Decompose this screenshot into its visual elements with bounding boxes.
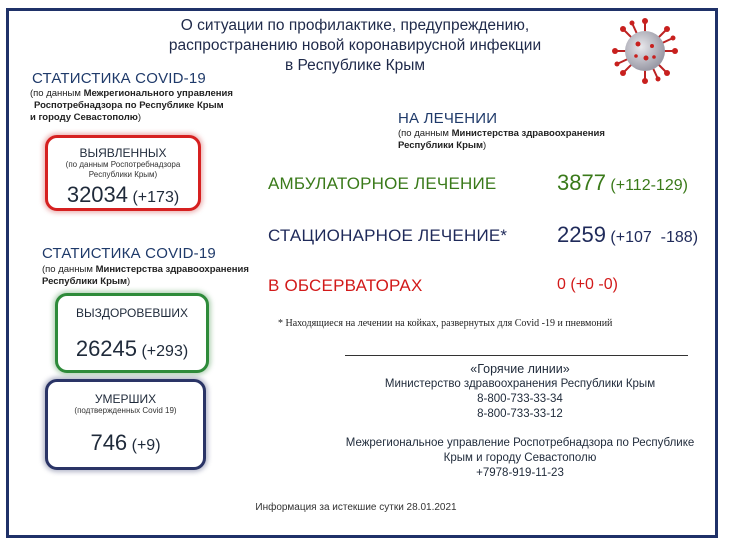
- ambulatory-label: АМБУЛАТОРНОЕ ЛЕЧЕНИЕ: [268, 174, 497, 193]
- recovered-label: ВЫЗДОРОВЕВШИХ: [75, 306, 189, 320]
- observatory-figure: [557, 276, 618, 294]
- stat1-src-prefix: (по данным: [30, 88, 84, 99]
- ambulatory-value: 3877: [557, 170, 606, 195]
- detected-card: [45, 135, 201, 211]
- recovered-value: 26245: [75, 336, 138, 361]
- ambulatory-figure: [557, 170, 688, 196]
- stat1-src-bold1: Межрегионального управления: [83, 88, 233, 99]
- detected-sub-2: Республики Крым): [88, 170, 158, 179]
- page-title: [120, 16, 590, 76]
- hotlines-org1: Министерство здравоохранения Республики Крым: [384, 378, 656, 390]
- hotlines-org2-line2: Крым и городу Севастополю: [443, 452, 597, 464]
- hospital-delta: (+107 -188): [610, 229, 699, 246]
- divider: [345, 355, 688, 356]
- stat1-src-bold2: Роспотребнадзора по Республике Крым: [34, 100, 224, 111]
- treatment-source: [398, 128, 628, 152]
- died-value: 746: [90, 430, 128, 455]
- treatment-src-prefix: (по данным: [398, 128, 452, 139]
- detected-delta: (+173): [132, 189, 180, 206]
- recovered-delta: (+293): [141, 343, 189, 360]
- title-line-3: в Республике Крым: [284, 57, 426, 74]
- recovered-card: [55, 293, 209, 373]
- hospital-figure: [557, 222, 698, 248]
- stat1-src-suffix: ): [137, 112, 142, 123]
- observatory-value: 0: [557, 276, 566, 293]
- treatment-src-bold2: Республики Крым: [398, 140, 484, 151]
- stat1-src-bold3: и городу Севастополю: [30, 112, 138, 123]
- stat2-src-bold1: Министерства здравоохранения: [95, 264, 249, 275]
- treatment-note: * Находящиеся на лечении на койках, развернутых для Covid -19 и пневмоний: [278, 318, 613, 329]
- died-sub: (подтвержденных Covid 19): [74, 406, 177, 415]
- died-delta: (+9): [131, 437, 161, 454]
- hotlines-block: [330, 362, 710, 481]
- hotlines-phone3: +7978-919-11-23: [476, 467, 564, 479]
- detected-sub-1: (по данным Роспотребнадзора: [65, 160, 181, 169]
- observatory-label: В ОБСЕРВАТОРАХ: [268, 276, 423, 295]
- died-label: УМЕРШИХ: [94, 392, 157, 406]
- footer-date: Информация за истекшие сутки 28.01.2021: [255, 502, 457, 513]
- detected-value: 32034: [66, 182, 129, 207]
- observatory-delta: (+0 -0): [570, 276, 618, 293]
- hospital-label: СТАЦИОНАРНОЕ ЛЕЧЕНИЕ*: [268, 226, 508, 245]
- stat2-src-bold2: Республики Крым: [42, 276, 128, 287]
- stat2-heading: СТАТИСТИКА COVID-19: [42, 245, 216, 262]
- treatment-src-suffix: ): [483, 140, 487, 151]
- virus-icon: [610, 16, 680, 86]
- detected-label: ВЫЯВЛЕННЫХ: [79, 146, 167, 160]
- stat1-heading: СТАТИСТИКА COVID-19: [32, 70, 206, 87]
- title-line-2: распространению новой коронавирусной инфекции: [168, 37, 542, 54]
- ambulatory-delta: (+112-129): [610, 177, 688, 194]
- hotlines-phone2: 8-800-733-33-12: [477, 408, 563, 420]
- stat2-src-prefix: (по данным: [42, 264, 96, 275]
- stat2-source: [42, 264, 262, 288]
- treatment-heading: НА ЛЕЧЕНИИ: [398, 110, 498, 127]
- treatment-src-bold1: Министерства здравоохранения: [451, 128, 605, 139]
- hotlines-phone1: 8-800-733-33-34: [477, 393, 563, 405]
- hotlines-org2-line1: Межрегиональное управление Роспотребнадзора по Республике: [345, 437, 695, 449]
- died-card: [45, 379, 206, 470]
- title-line-1: О ситуации по профилактике, предупреждению,: [180, 17, 530, 34]
- hospital-value: 2259: [557, 222, 606, 247]
- stat1-source: [30, 88, 260, 124]
- hotlines-title: «Горячие линии»: [470, 362, 570, 376]
- stat2-src-suffix: ): [127, 276, 131, 287]
